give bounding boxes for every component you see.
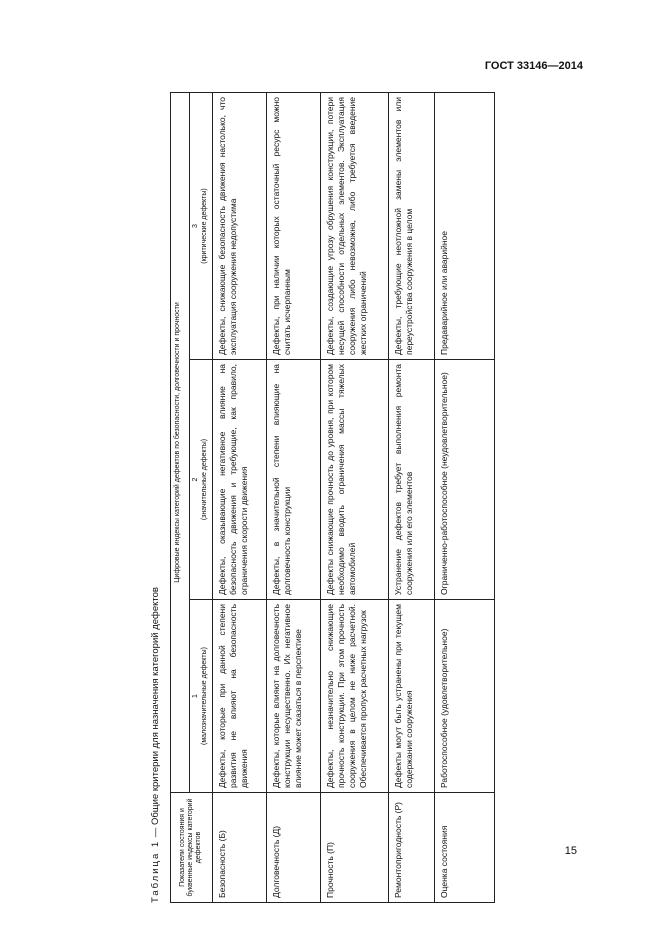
table-caption bbox=[150, 587, 161, 903]
table-cell: Дефекты снижающие прочность до уровня, при котором необходимо вводить ограничения массы тяжелых автомобилей bbox=[320, 360, 388, 600]
table-row bbox=[212, 92, 266, 902]
column-title: (критические дефекты) bbox=[200, 188, 208, 264]
table-header-row bbox=[171, 92, 190, 902]
standard-number: ГОСТ 33146—2014 bbox=[484, 60, 583, 72]
rotated-table-block bbox=[150, 93, 580, 903]
table-cell: Дефекты, создающие угрозу обрушения конструкции, потери несущей способности отдельных элементов. Эксплуатация сооружения либо невозможна, либо требуется введение жестких ограничений bbox=[320, 92, 388, 359]
table-cell: Дефекты, в значительной степени влияющие на долговечность конструкции bbox=[266, 360, 320, 600]
row-indicator: Прочность (П) bbox=[320, 793, 388, 903]
column-number: 2 bbox=[192, 477, 199, 482]
table-caption-text: — Общие критерии для назначения категорий дефектов bbox=[150, 587, 161, 840]
table-row bbox=[266, 92, 320, 902]
column-number: 1 bbox=[192, 694, 199, 698]
table-cell: Ограниченно-работоспособное (неудовлетворительное) bbox=[434, 360, 494, 600]
table-cell: Работоспособное (удовлетворительное) bbox=[434, 600, 494, 793]
table-cell: Дефекты, которые при данной степени развития не влияют на безопасность движения bbox=[212, 600, 266, 793]
page-number: 15 bbox=[564, 845, 577, 857]
table-caption-prefix: Таблица 1 bbox=[150, 839, 161, 903]
table-cell: Дефекты, оказывающие негативное влияние на безопасность движения и требующие, как правило, ограничения скорости движения bbox=[212, 360, 266, 600]
column-header-2 bbox=[190, 360, 213, 600]
column-number: 3 bbox=[192, 224, 199, 228]
row-indicator: Безопасность (Б) bbox=[212, 793, 266, 903]
table-row bbox=[320, 92, 388, 902]
table-cell: Дефекты, требующие неотложной замены элементов или переустройства сооружения в целом bbox=[388, 92, 434, 359]
table-cell: Дефекты, снижающие безопасность движения настолько, что эксплуатация сооружения недопустима bbox=[212, 92, 266, 359]
column-title: (значительные дефекты) bbox=[200, 438, 208, 521]
table-cell: Дефекты могут быть устранены при текущем содержании сооружения bbox=[388, 600, 434, 793]
column-header-3 bbox=[190, 92, 213, 359]
row-indicator: Долговечность (Д) bbox=[266, 793, 320, 903]
column-header-1 bbox=[190, 600, 213, 793]
indicator-header: Показатели состояния и буквенные индексы категорий дефектов bbox=[171, 793, 213, 903]
column-header-row bbox=[190, 92, 213, 902]
table-row bbox=[388, 92, 434, 902]
row-indicator: Ремонтопригодность (Р) bbox=[388, 793, 434, 903]
column-title: (малозначительные дефекты) bbox=[200, 647, 208, 745]
table-cell: Дефекты, которые влияют на долговечность конструкции несущественно. Их негативное влияние может сказаться в перспективе bbox=[266, 600, 320, 793]
row-indicator: Оценка состояния bbox=[434, 793, 494, 903]
table-cell: Дефекты, при наличии которых остаточный ресурс можно считать исчерпанным bbox=[266, 92, 320, 359]
table-row bbox=[434, 92, 494, 902]
table-cell: Предаварийное или аварийное bbox=[434, 92, 494, 359]
table-cell: Устранение дефектов требует выполнения ремонта сооружения или его элементов bbox=[388, 360, 434, 600]
table-cell: Дефекты, незначительно снижающие прочность конструкции. При этом прочность сооружения в целом не ниже расчетной. Обеспечивается пропуск расчетных нагрузок bbox=[320, 600, 388, 793]
group-header: Цифровые индексы категорий дефектов по безопасности, долговечности и прочности bbox=[171, 92, 190, 792]
defect-criteria-table bbox=[170, 92, 495, 903]
